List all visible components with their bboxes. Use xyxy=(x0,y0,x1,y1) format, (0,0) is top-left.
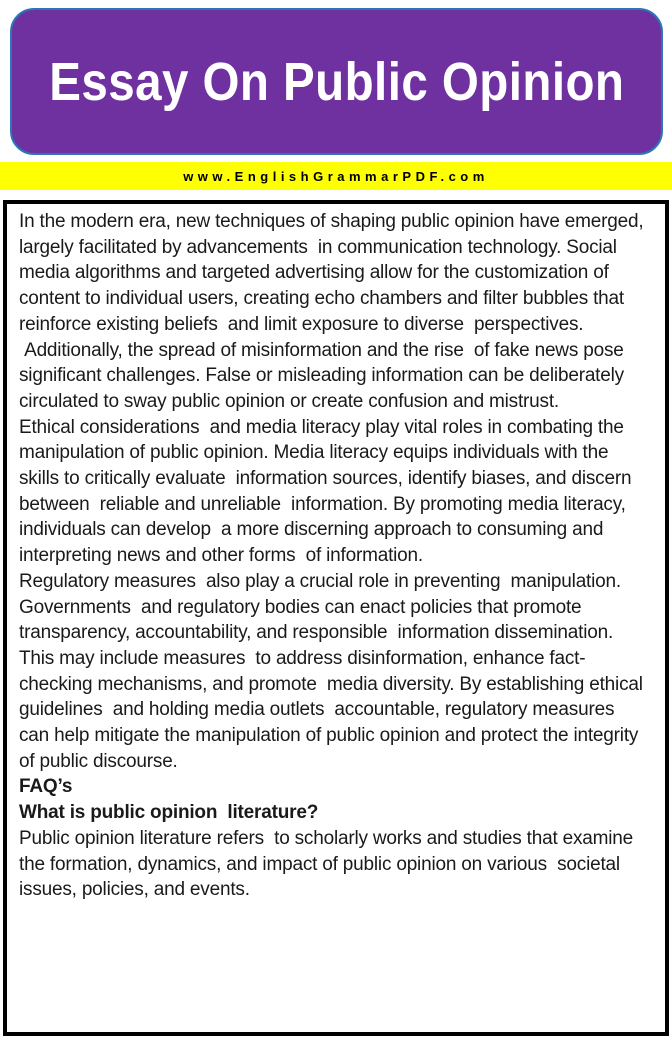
faq-answer: Public opinion literature refers to scholarly works and studies that examine the formation, dynamics, and impact of public opinion on various societal issues, policies, and events. xyxy=(19,827,639,901)
faq-heading: FAQ’s xyxy=(19,776,73,798)
title-banner xyxy=(10,8,663,155)
essay-paragraph-3: Ethical considerations and media literacy play vital roles in combating the manipulation of public opinion. Media literacy equips individuals with the skills to critically evaluate information sources, identify biases, and discern between reliable and unreliable information. By promoting media literacy, individuals can develop a more discerning approach to consuming and interpreting news and other forms of information. xyxy=(19,416,637,567)
essay-paragraph-2: Additionally, the spread of misinformation and the rise of fake news pose significant challenges. False or misleading information can be deliberately circulated to sway public opinion or create confusion and mistrust. xyxy=(19,339,630,412)
essay-body xyxy=(3,200,669,1036)
page-title: Essay On Public Opinion xyxy=(48,51,625,112)
essay-paragraph-4: Regulatory measures also play a crucial role in preventing manipulation. Governments and regulatory bodies can enact policies that promote transparency, accountability, and responsible information dissemination. This may include measures to address disinformation, enhance fact-checking mechanisms, and promote media diversity. By establishing ethical guidelines and holding media outlets accountable, regulatory measures can help mitigate the manipulation of public opinion and protect the integrity of public discourse. xyxy=(19,570,648,772)
site-url-text: www.EnglishGrammarPDF.com xyxy=(183,168,489,184)
faq-question: What is public opinion literature? xyxy=(19,802,319,824)
essay-paragraph-1: In the modern era, new techniques of shaping public opinion have emerged, largely facilitated by advancements in communication technology. Social media algorithms and targeted advertising allow for the customization of content to individual users, creating echo chambers and filter bubbles that reinforce existing beliefs and limit exposure to diverse perspectives. xyxy=(19,211,649,335)
site-url-bar xyxy=(0,162,672,190)
